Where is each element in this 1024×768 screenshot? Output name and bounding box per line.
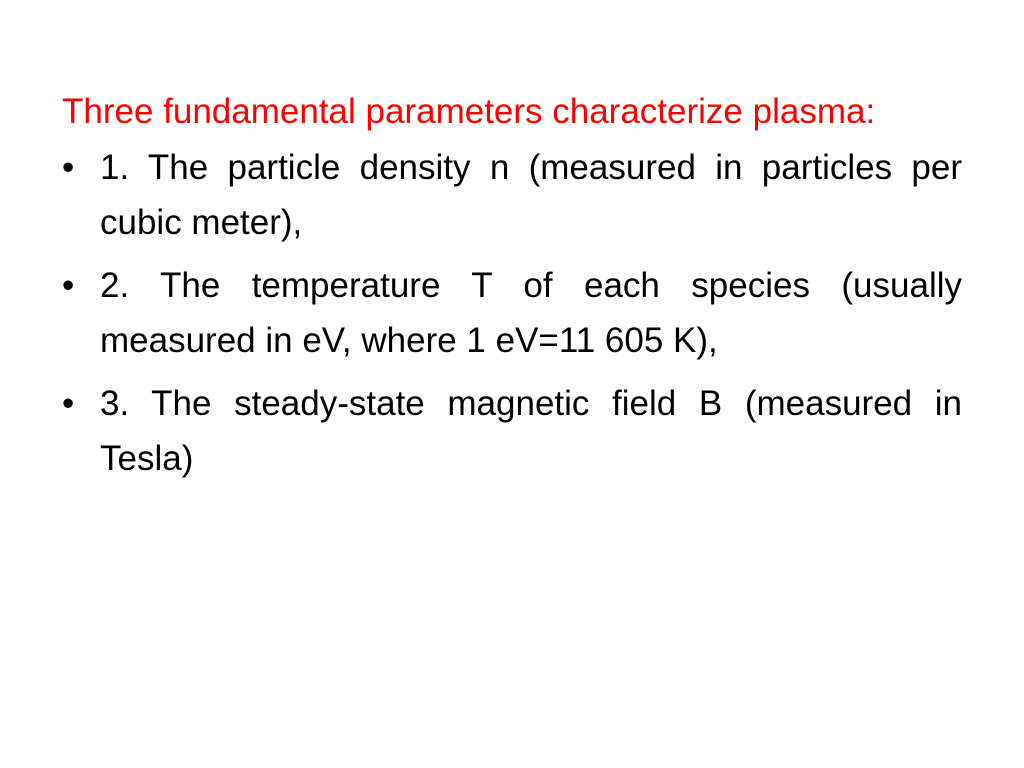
- bullet-text-magnetic-field: 3. The steady-state magnetic field B (measured in Tesla): [100, 384, 962, 478]
- intro-heading: Three fundamental parameters characterize plasma:: [62, 92, 876, 131]
- bullet-item-magnetic-field: [62, 376, 962, 486]
- bullet-item-temperature: [62, 258, 962, 368]
- bullet-icon: •: [62, 148, 75, 187]
- bullet-icon: •: [62, 384, 75, 423]
- bullet-text-density: 1. The particle density n (measured in particles per cubic meter),: [100, 148, 962, 242]
- slide-content: [62, 84, 962, 486]
- bullet-list: [62, 140, 962, 486]
- bullet-item-density: [62, 140, 962, 250]
- bullet-text-temperature: 2. The temperature T of each species (usually measured in eV, where 1 eV=11 605 K),: [100, 266, 962, 360]
- bullet-icon: •: [62, 266, 75, 305]
